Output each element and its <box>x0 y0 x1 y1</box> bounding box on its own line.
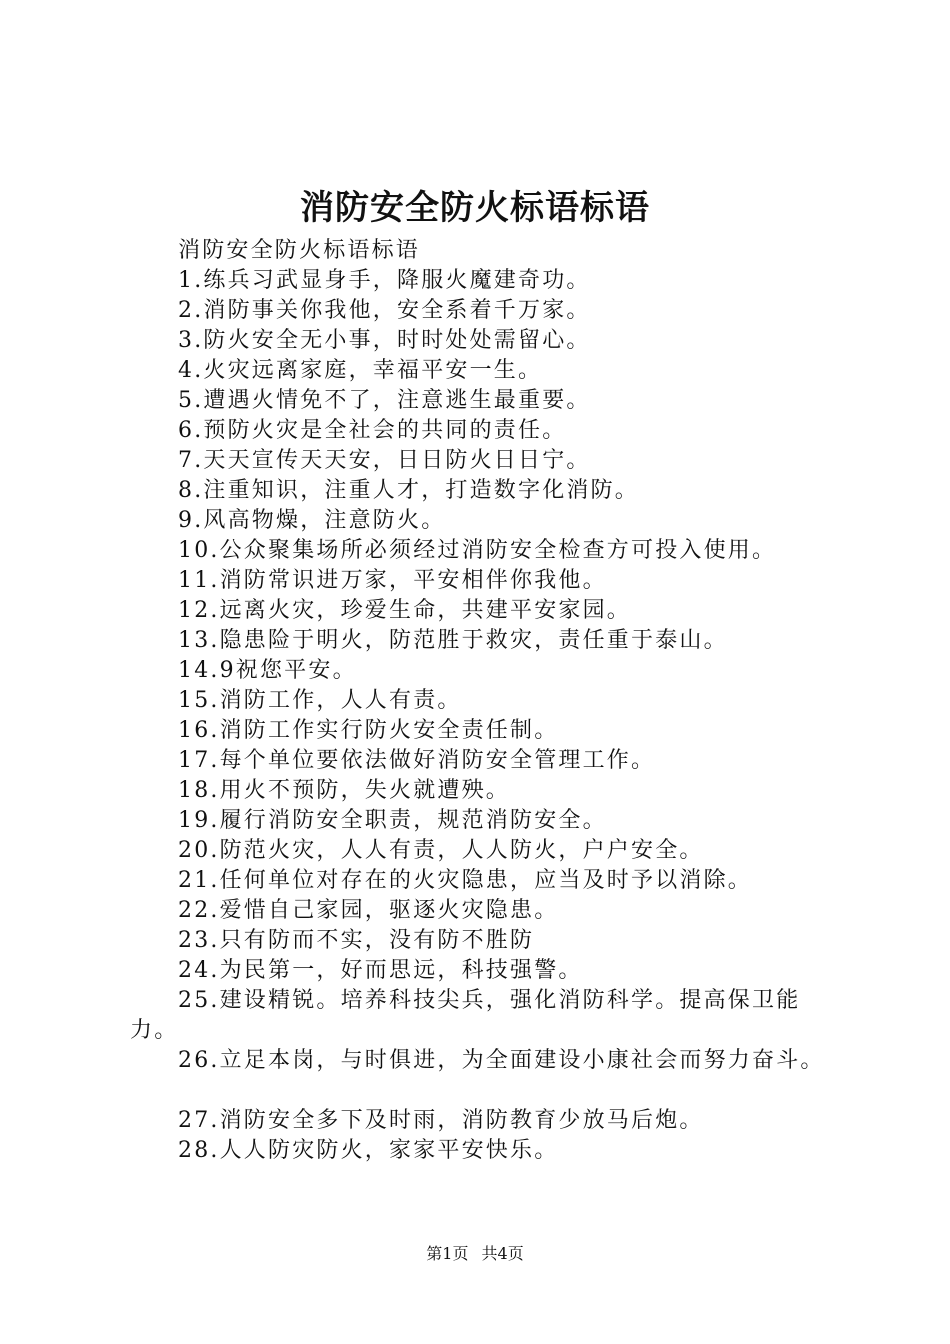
page-total: 共4页 <box>481 1244 524 1263</box>
document-line: 11.消防常识进万家，平安相伴你我他。 <box>178 568 607 593</box>
document-line: 7.天天宣传天天安，日日防火日日宁。 <box>178 448 591 473</box>
document-line: 24.为民第一，好而思远，科技强警。 <box>178 958 583 983</box>
document-line: 4.火灾远离家庭，幸福平安一生。 <box>178 358 543 383</box>
document-line: 17.每个单位要依法做好消防安全管理工作。 <box>178 748 656 773</box>
document-line: 28.人人防灾防火，家家平安快乐。 <box>178 1138 559 1163</box>
document-line: 5.遭遇火情免不了，注意逃生最重要。 <box>178 388 591 413</box>
page-title: 消防安全防火标语标语 <box>300 188 650 228</box>
document-line: 22.爱惜自己家园，驱逐火灾隐患。 <box>178 898 559 923</box>
document-line: 13.隐患险于明火，防范胜于救灾，责任重于泰山。 <box>178 628 728 653</box>
document-line: 25.建设精锐。培养科技尖兵，强化消防科学。提高保卫能 <box>178 988 801 1013</box>
document-line: 1.练兵习武显身手，降服火魔建奇功。 <box>178 268 591 293</box>
document-line: 消防安全防火标语标语 <box>178 238 421 263</box>
document-line: 23.只有防而不实，没有防不胜防 <box>178 928 535 953</box>
document-line: 6.预防火灾是全社会的共同的责任。 <box>178 418 567 443</box>
document-line: 10.公众聚集场所必须经过消防安全检查方可投入使用。 <box>178 538 777 563</box>
document-line: 26.立足本岗，与时俱进，为全面建设小康社会而努力奋斗。 <box>178 1048 825 1073</box>
document-line: 15.消防工作，人人有责。 <box>178 688 462 713</box>
document-line: 力。 <box>130 1018 179 1043</box>
page-number: 第1页 <box>426 1244 469 1263</box>
document-line: 19.履行消防安全职责，规范消防安全。 <box>178 808 607 833</box>
document-line: 3.防火安全无小事，时时处处需留心。 <box>178 328 591 353</box>
document-line: 14.9祝您平安。 <box>178 658 357 683</box>
document-line: 21.任何单位对存在的火灾隐患，应当及时予以消除。 <box>178 868 752 893</box>
document-line: 20.防范火灾，人人有责，人人防火，户户安全。 <box>178 838 704 863</box>
document-line: 18.用火不预防，失火就遭殃。 <box>178 778 510 803</box>
document-line: 9.风高物燥，注意防火。 <box>178 508 446 533</box>
document-line: 8.注重知识，注重人才，打造数字化消防。 <box>178 478 639 503</box>
document-line: 12.远离火灾，珍爱生命，共建平安家园。 <box>178 598 631 623</box>
document-line: 16.消防工作实行防火安全责任制。 <box>178 718 559 743</box>
page-footer <box>0 1243 950 1265</box>
document-line: 2.消防事关你我他，安全系着千万家。 <box>178 298 591 323</box>
document-line: 27.消防安全多下及时雨，消防教育少放马后炮。 <box>178 1108 704 1133</box>
